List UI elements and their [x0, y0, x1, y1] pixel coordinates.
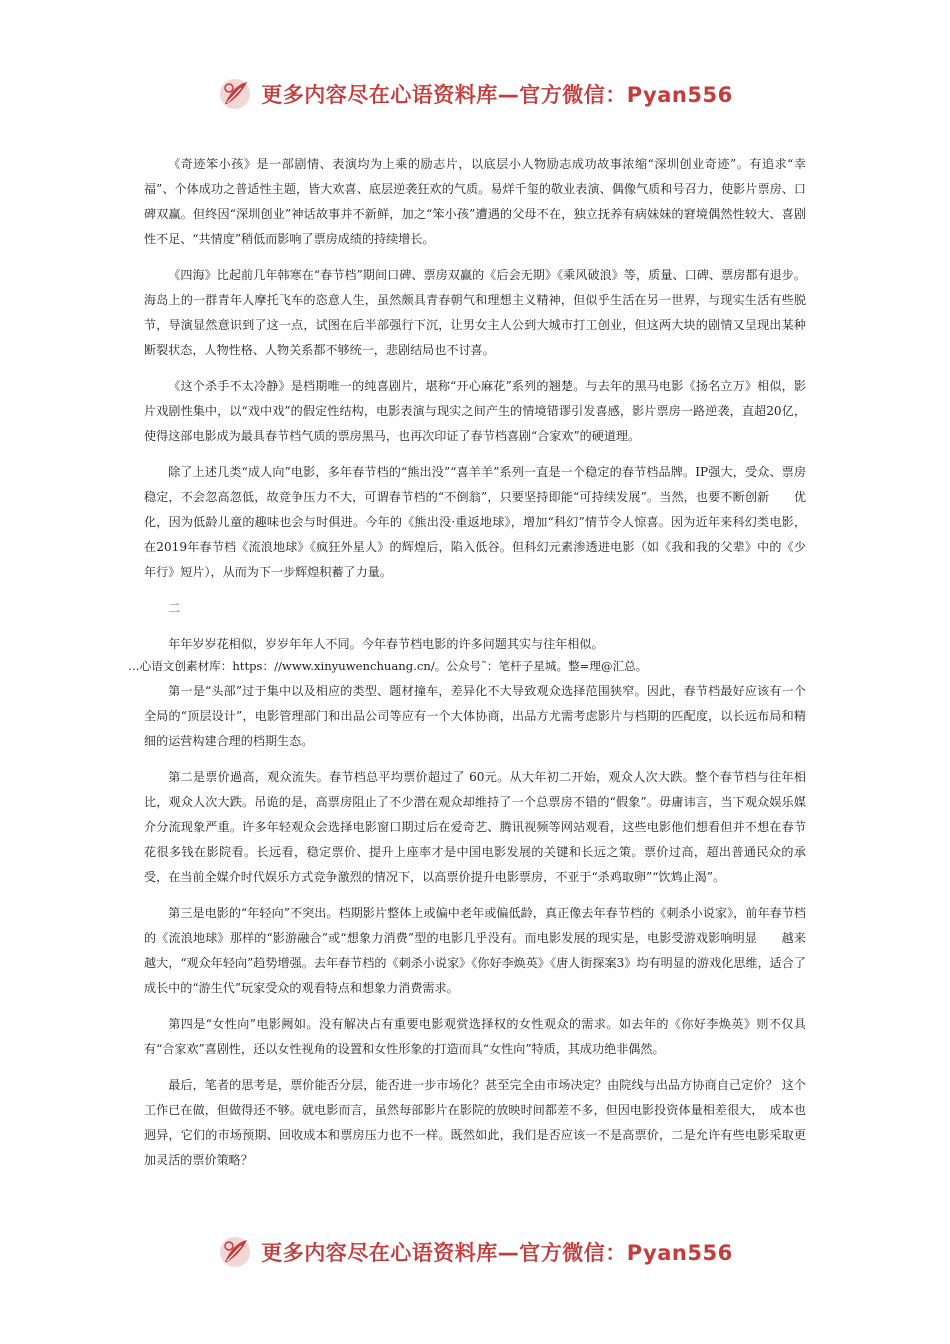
article-body [128, 152, 806, 1184]
feather-logo-icon [217, 1234, 253, 1270]
paragraph: 第四是“女性向”电影阙如。没有解决占有重要电影观赏选择权的女性观众的需求。如去年的《你好李焕英》则不仅具有“合家欢”喜剧性，还以女性视角的设置和女性形象的打造而具“女性向”特质，其成功绝非偶然。 [144, 1017, 806, 1056]
paragraph: 年年岁岁花相似，岁岁年年人不同。今年春节档电影的许多问题其实与往年相似。 [168, 637, 604, 651]
paragraph: 第三是电影的“年轻向”不突出。档期影片整体上或偏中老年或偏低龄，真正像去年春节档的《刺杀小说家》，前年春节档的《流浪地球》那样的“影游融合”或“想象力消费”型的电影几乎没有。而电影发展的现实是，电影受游戏影响明显 越来越大，“观众年轻向”趋势增强。去年春节档的《刺杀小说家》《你好李焕英》《唐人街探案3》均有明显的游戏化思维，适合了成长中的“游生代”玩家受众的观看特点和想象力消费需求。 [144, 906, 806, 995]
footer-banner [0, 1232, 950, 1272]
watermark-line: …心语文创素材库：https：//www.xinyuwenchuang.cn/。公众号˜：笔杆子星城。整=理@汇总。 [128, 659, 648, 673]
paragraph: 《奇迹笨小孩》是一部剧情、表演均为上乘的励志片，以底层小人物励志成功故事浓缩“深圳创业奇迹”。有追求“幸福”、个体成功之普适性主题，皆大欢喜、底层逆袭狂欢的气质。易烊千玺的敬业表演、偶像气质和号召力，使影片票房、口碑双赢。但终因“深圳创业”神话故事并不新鲜，加之“笨小孩”遭遇的父母不在，独立抚养有病妹妹的窘境偶然性较大、喜剧性不足、“共情度”稍低而影响了票房成绩的持续增长。 [144, 157, 806, 246]
paragraph: 第一是“头部”过于集中以及相应的类型、题材撞车，差异化不大导致观众选择范围狭窄。因此，春节档最好应该有一个全局的“顶层设计”，电影管理部门和出品公司等应有一个大体协商，出品方尤需考虑影片与档期的匹配度，以长远布局和精细的运营构建合理的档期生态。 [144, 684, 806, 748]
banner-text: 更多内容尽在心语资料库—官方微信：Pyan556 [261, 1241, 733, 1265]
header-banner [0, 74, 950, 114]
paragraph: 最后，笔者的思考是，票价能否分层，能否进一步市场化？甚至完全由市场决定？由院线与出品方协商自己定价？ 这个工作已在做，但做得还不够。就电影而言，虽然每部影片在影院的放映时间都差不多，但因电影投资体量相差很大， 成本也迥异，它们的市场预期、回收成本和票房压力也不一样。既然如此，我们是否应该一不是高票价，二是允许有些电影采取更加灵活的票价策略？ [144, 1078, 806, 1167]
paragraph: 《这个杀手不太冷静》是档期唯一的纯喜剧片，堪称“开心麻花”系列的翘楚。与去年的黑马电影《扬名立万》相似，影片戏剧性集中，以“戏中戏”的假定性结构，电影表演与现实之间产生的情境错谬引发喜感，影片票房一路逆袭，直超20亿，使得这部电影成为最具春节档气质的票房黑马，也再次印证了春节档喜剧“合家欢”的硬道理。 [144, 379, 806, 443]
banner-text: 更多内容尽在心语资料库—官方微信：Pyan556 [261, 83, 733, 107]
feather-logo-icon [217, 76, 253, 112]
paragraph: 除了上述几类“成人向”电影，多年春节档的“熊出没”“喜羊羊”系列一直是一个稳定的春节档品牌。IP强大，受众、票房稳定，不会忽高忽低，故竞争压力不大，可谓春节档的“不倒翁”，只要坚持即能“可持续发展”。当然，也要不断创新 优化，因为低龄儿童的趣味也会与时俱进。今年的《熊出没·重返地球》，增加“科幻”情节令人惊喜。因为近年来科幻类电影，在2019年春节档《流浪地球》《疯狂外星人》的辉煌后，陷入低谷。但科幻元素渗透进电影（如《我和我的父辈》中的《少年行》短片），从而为下一步辉煌积蓄了力量。 [144, 465, 806, 579]
paragraph: 第二是票价過高，观众流失。春节档总平均票价超过了 60元。从大年初二开始，观众人次大跌。整个春节档与往年相比，观众人次大跌。吊诡的是，高票房阻止了不少潜在观众却维持了一个总票房不错的“假象”。毋庸讳言，当下观众娱乐媒介分流现象严重。许多年轻观众会选择电影窗口期过后在爱奇艺、腾讯视频等网站观看，这些电影他们想看但并不想在春节花很多钱在影院看。长远看，稳定票价、提升上座率才是中国电影发展的关键和长远之策。票价过高，超出普通民众的承受，在当前全媒介时代娱乐方式竞争激烈的情况下，以高票价提升电影票房，不亚于“杀鸡取卵”“饮鸩止渴”。 [144, 770, 806, 884]
paragraph: 《四海》比起前几年韩寒在“春节档”期间口碑、票房双赢的《后会无期》《乘风破浪》等，质量、口碑、票房都有退步。海岛上的一群青年人摩托飞车的恣意人生，虽然颇具青春朝气和理想主义精神，但似乎生活在另一世界，与现实生活有些脱节，导演显然意识到了这一点，试图在后半部强行下沉，让男女主人公到大城市打工创业，但这两大块的剧情又呈现出某种断裂状态，人物性格、人物关系都不够统一，悲剧结局也不讨喜。 [144, 268, 806, 357]
section-number: 二 [168, 601, 181, 615]
